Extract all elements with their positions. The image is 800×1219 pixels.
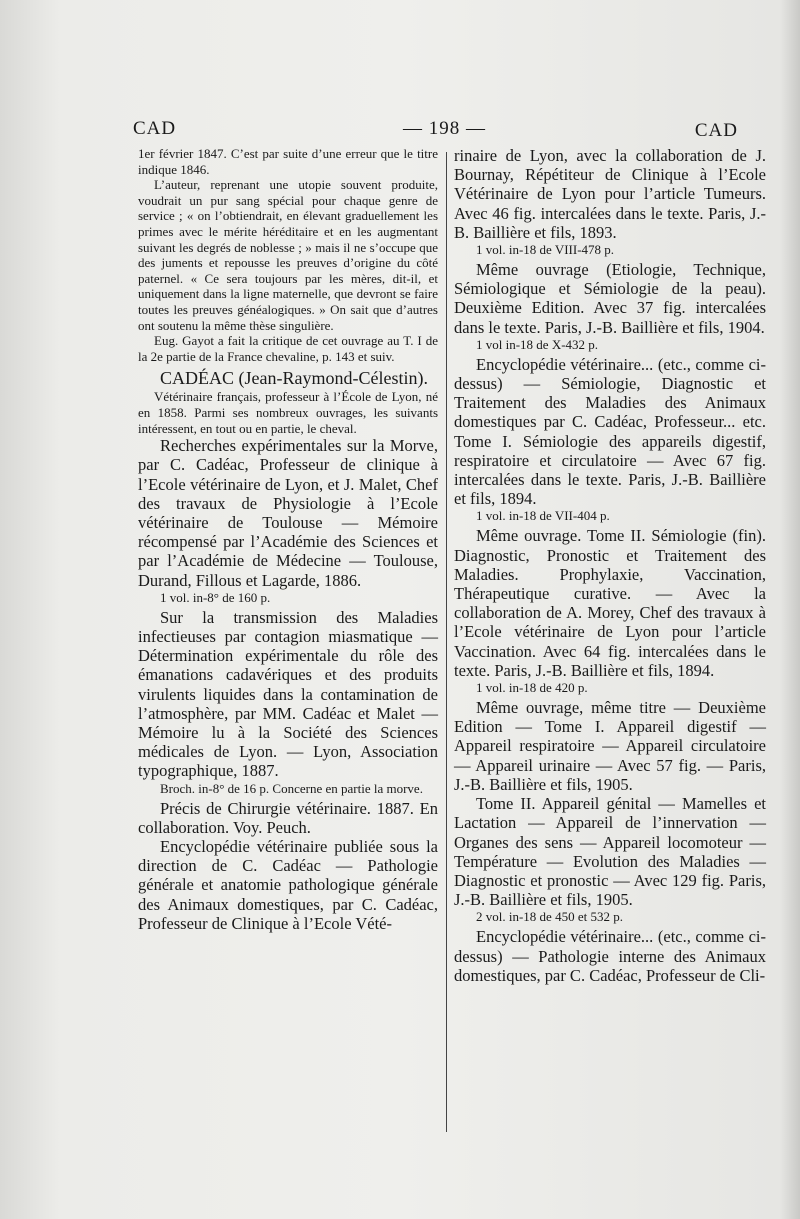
bibliographic-entry: Sur la transmission des Maladies infectieuses par contagion miasmatique — Détermination expérimentale du rôle des émanations cadavériques et des produits virulents liquides dans la contamination de l’atmosphère, par MM. Cadéac et Malet — Mémoire lu à la Société des Sciences médicales de Lyon. — Lyon, Association typographique, 1887.	[138, 607, 438, 781]
running-header	[133, 118, 738, 146]
bibliographic-entry: Même ouvrage (Etiologie, Technique, Sémiologique et Sémiologie de la peau). Deuxième Edition. Avec 37 fig. intercalées dans le texte. Paris, J.-B. Baillière et fils, 1904.	[454, 260, 766, 337]
bibliographic-note: 2 vol. in-18 de 450 et 532 p.	[476, 909, 623, 925]
header-right-keyword: CAD	[694, 120, 738, 141]
right-column	[454, 146, 766, 985]
bibliographic-note: 1 vol. in-18 de VIII-478 p.	[476, 242, 615, 258]
bibliographic-note: 1 vol. in-18 de 420 p.	[476, 680, 588, 696]
bibliographic-entry: Encyclopédie vétérinaire... (etc., comme ci-dessus) — Pathologie interne des Animaux domestiques, par C. Cadéac, Professeur de Cli-	[454, 927, 766, 985]
commentary-paragraph: Eug. Gayot a fait la critique de cet ouvrage au T. I de la 2e partie de la France chevaline, p. 143 et suiv.	[138, 333, 438, 364]
bibliographic-entry: Même ouvrage. Tome II. Sémiologie (fin). Diagnostic, Pronostic et Traitement des Maladies. Prophylaxie, Vaccination, Thérapeutique curative. — Avec la collaboration de A. Morey, Chef des travaux à l’Ecole vétérinaire de Lyon pour l’article Vaccination. Avec 64 fig. intercalées dans le texte. Paris, J.-B. Baillière et fils, 1894.	[454, 526, 766, 680]
bibliographic-entry: rinaire de Lyon, avec la collaboration de J. Bournay, Répétiteur de Clinique à l’Ecole Vétérinaire de Lyon pour l’article Tumeurs. Avec 46 fig. intercalées dans le texte. Paris, J.-B. Baillière et fils, 1893.	[454, 146, 766, 242]
bibliographic-entry: Même ouvrage, même titre — Deuxième Edition — Tome I. Appareil digestif — Appareil respiratoire — Appareil circulatoire — Appareil urinaire — Avec 57 fig. — Paris, J.-B. Baillière et fils, 1905.	[454, 698, 766, 794]
header-left-keyword: CAD	[133, 118, 177, 139]
column-divider	[446, 152, 447, 1132]
commentary-paragraph: Vétérinaire français, professeur à l’École de Lyon, né en 1858. Parmi ses nombreux ouvrages, les suivants intéressent, en tout ou en partie, le cheval.	[138, 389, 438, 436]
entry-heading: CADÉAC (Jean-Raymond-Célestin).	[160, 368, 428, 389]
bibliographic-note: Broch. in-8° de 16 p. Concerne en partie la morve.	[160, 780, 423, 796]
commentary-paragraph: 1er février 1847. C’est par suite d’une erreur que le titre indique 1846.	[138, 146, 438, 177]
bibliographic-note: 1 vol. in-8° de 160 p.	[160, 589, 271, 605]
bibliographic-note: 1 vol. in-18 de VII-404 p.	[476, 508, 610, 524]
commentary-paragraph: L’auteur, reprenant une utopie souvent produite, voudrait un pur sang spécial pour chaque genre de service ; « on l’obtiendrait, en élevant graduellement les primes avec le mérite héréditaire et en les augmentant suivant les degrés de noblesse ; » mais il ne s’occupe que des juments et repousse les preuves d’origine du côté paternel. « Ce sera toujours par les mères, dit-il, et uniquement dans la ligne maternelle, que devront se faire toutes les preuves généalogiques. » On sait que d’autres ont soutenu la même thèse singulière.	[138, 177, 438, 333]
bibliographic-entry: Recherches expérimentales sur la Morve, par C. Cadéac, Professeur de clinique à l’Ecole vétérinaire de Lyon, et J. Malet, Chef des travaux de Physiologie à l’Ecole vétérinaire de Toulouse — Mémoire récompensé par l’Académie des Sciences et par l’Académie de Médecine — Toulouse, Durand, Fillous et Lagarde, 1886.	[138, 436, 438, 590]
bibliographic-entry: Encyclopédie vétérinaire... (etc., comme ci-dessus) — Sémiologie, Diagnostic et Traitement des Maladies des Animaux domestiques par C. Cadéac, Professeur... etc. Tome I. Sémiologie des appareils digestif, respiratoire et circulatoire — Avec 67 fig. intercalées dans le texte. Paris, J.-B. Baillière et fils, 1894.	[454, 354, 766, 509]
bibliographic-note: 1 vol in-18 de X-432 p.	[476, 336, 599, 352]
left-column	[138, 146, 438, 933]
bibliographic-entry: Encyclopédie vétérinaire publiée sous la direction de C. Cadéac — Pathologie générale et anatomie pathologique générale des Animaux domestiques, par C. Cadéac, Professeur de Clinique à l’Ecole Vété-	[138, 836, 438, 933]
page-number: — 198 —	[403, 118, 486, 139]
bibliographic-entry: Précis de Chirurgie vétérinaire. 1887. En collaboration. Voy. Peuch.	[138, 798, 438, 837]
bibliographic-entry: Tome II. Appareil génital — Mamelles et Lactation — Appareil de l’innervation — Organes des sens — Appareil locomoteur — Température — Evolution des Maladies — Diagnostic et pronostic — Avec 129 fig. Paris, J.-B. Baillière et fils, 1905.	[454, 794, 766, 910]
